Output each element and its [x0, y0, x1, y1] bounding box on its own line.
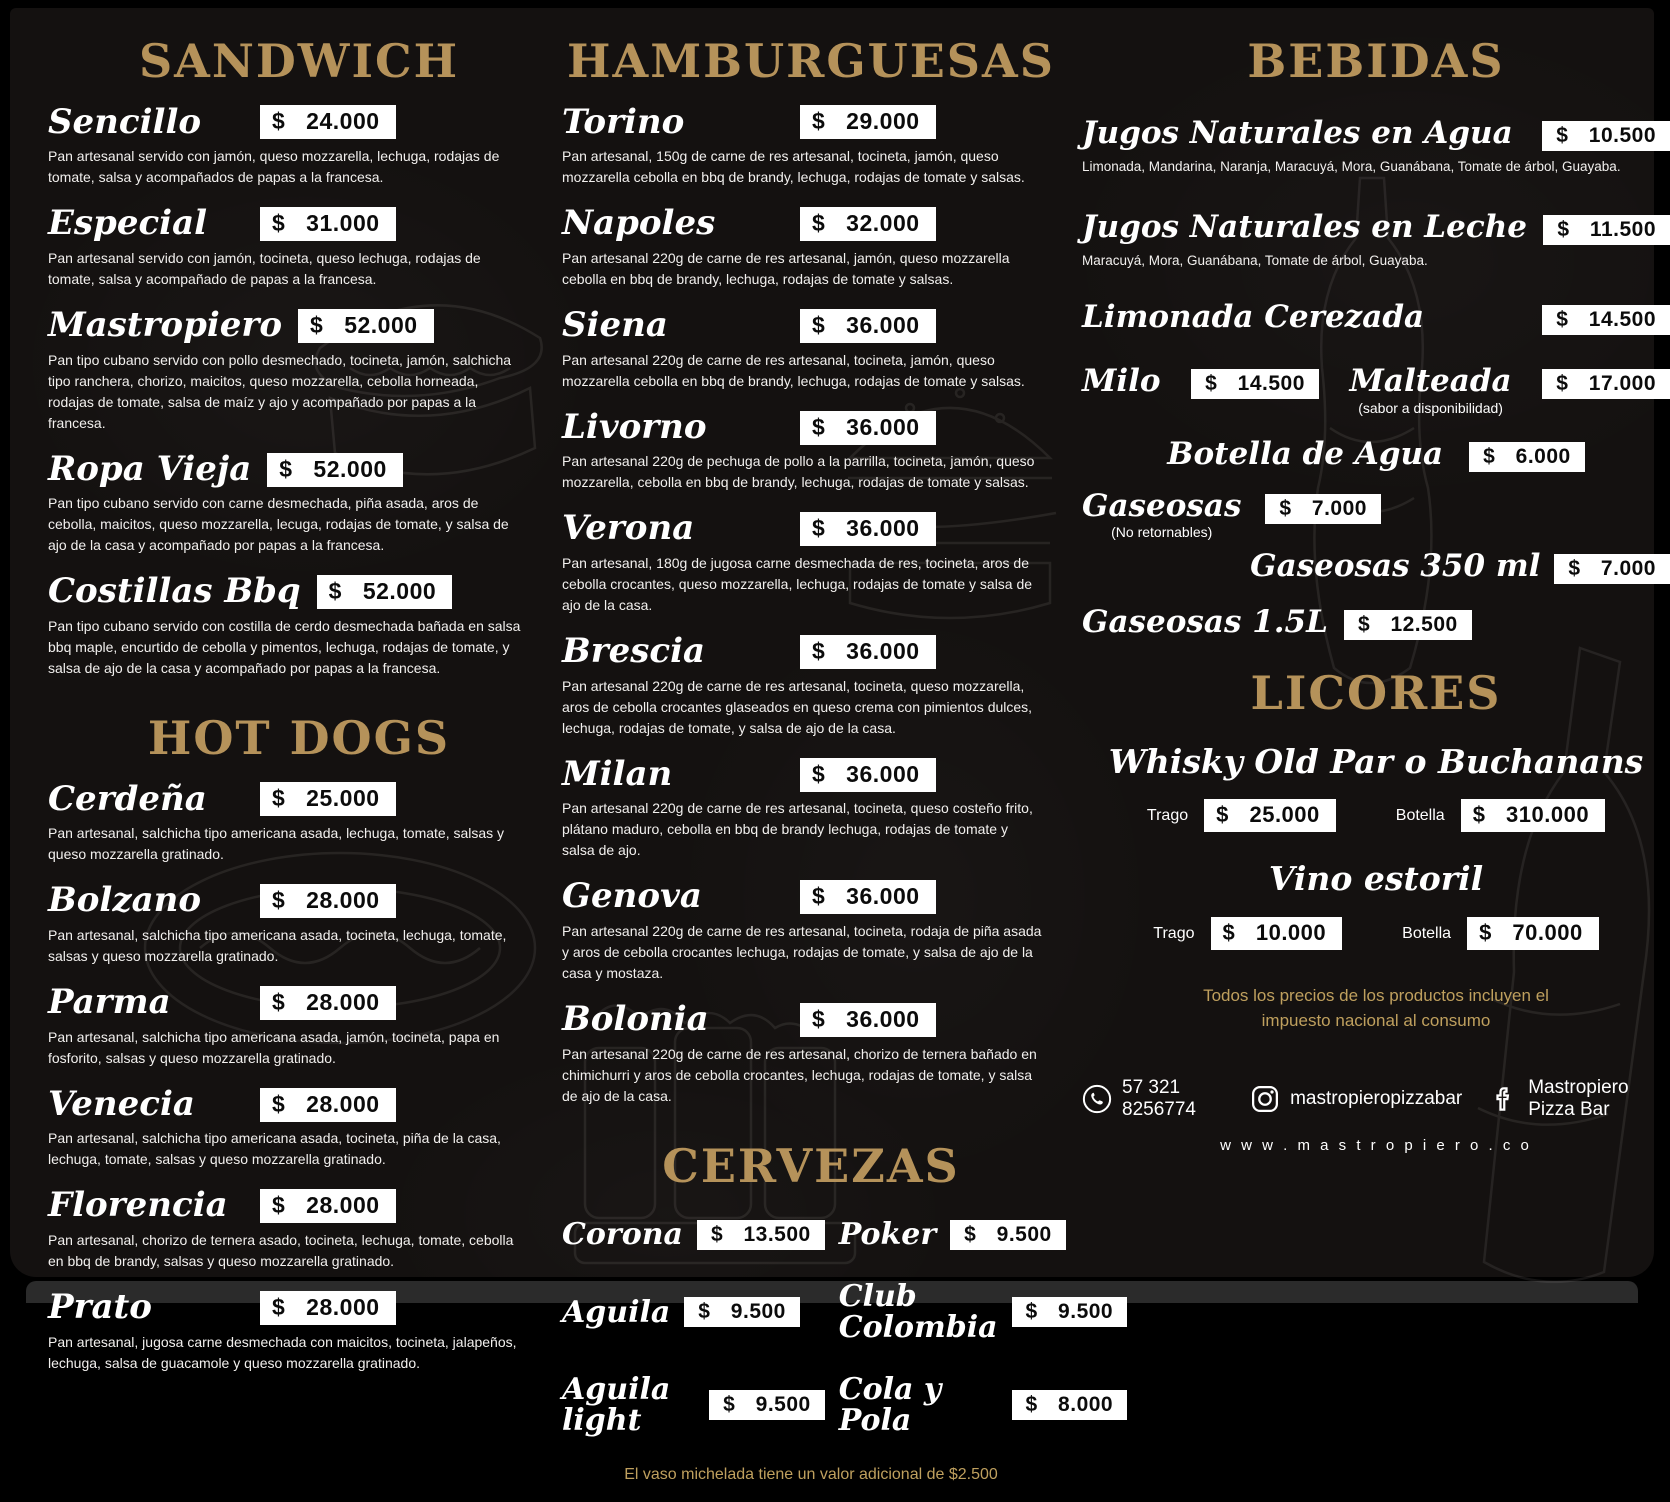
item-name: Torino: [562, 101, 685, 142]
menu-item-bolonia: [562, 999, 1060, 1107]
price-tag: $ 28.000: [260, 1088, 396, 1122]
price-tag: $ 7.000: [1554, 554, 1670, 584]
item-description: Pan artesanal 220g de carne de res artesanal, chorizo de ternera bañado en chimichurri y aros de cebolla crocantes, lechuga, rodajas de tomate, y salsa de ajo de la casa.: [562, 1045, 1037, 1104]
price-tag: $ 14.500: [1542, 305, 1670, 335]
section-title-hamburguesas: HAMBURGUESAS: [567, 34, 1055, 88]
item-name: Cola y Pola: [838, 1371, 942, 1439]
item-description: Pan artesanal 220g de carne de res artesanal, tocineta, jamón, queso mozzarella cebolla en bbq de brandy, lechuga, rodajas de tomate y salsas.: [562, 351, 1025, 389]
column-right: [1082, 36, 1670, 1154]
price-tag-trago: $ 10.000: [1211, 917, 1343, 950]
menu-item-mastropiero: [48, 304, 550, 434]
item-name: Milan: [562, 753, 673, 794]
menu-item-milo-malteada: [1082, 365, 1670, 416]
item-name: Gaseosas: [1082, 487, 1242, 524]
price-tag: $ 36.000: [800, 309, 936, 343]
section-title-sandwich: SANDWICH: [138, 34, 460, 88]
price-tag: $ 36.000: [800, 758, 936, 792]
item-name-malteada: Malteada: [1349, 363, 1512, 400]
item-name: Florencia: [48, 1185, 228, 1226]
menu-item-bolzano: [48, 880, 550, 967]
section-title-licores: LICORES: [1250, 666, 1502, 721]
item-description: Pan artesanal, salchicha tipo americana asada, tocineta, piña de la casa, lechuga, tomate, salsas y queso mozzarella gratinado.: [48, 1130, 501, 1168]
menu-item-costillas-bbq: [48, 571, 550, 679]
section-title-hotdogs: HOT DOGS: [147, 711, 451, 766]
item-description: Pan artesanal, chorizo de ternera asado, tocineta, lechuga, tomate, cebolla en bbq de brandy, salsas y queso mozzarella gratinado.: [48, 1232, 514, 1270]
menu-item-especial: [48, 203, 550, 290]
item-name: Venecia: [48, 1083, 195, 1124]
item-name: Siena: [562, 304, 668, 345]
facebook-icon: [1488, 1084, 1518, 1114]
menu-page: [10, 8, 1656, 1483]
item-name: Limonada Cerezada: [1082, 299, 1425, 336]
price-tag: $ 36.000: [800, 880, 936, 914]
item-description: Pan artesanal 220g de carne de res artesanal, tocineta, rodaja de piña asada y aros de cebolla crocantes lechuga, rodajas de tomate, y salsa de ajo de la casa y mostaza.: [562, 923, 1042, 982]
menu-item-napoles: [562, 203, 1060, 290]
price-tag: $ 36.000: [800, 411, 936, 445]
price-tag: $ 52.000: [267, 453, 403, 487]
item-name: Sencillo: [48, 101, 202, 142]
price-tag: $ 31.000: [260, 207, 396, 241]
menu-item-sencillo: [48, 101, 550, 189]
beer-item-aguila-light: [562, 1371, 825, 1439]
whatsapp-icon: [1082, 1084, 1112, 1114]
item-description: Pan tipo cubano servido con pollo desmechado, tocineta, jamón, salchicha tipo ranchera, chorizo, maicitos, queso mozzarella, cebolla horneada, rodajas de tomate, salsa de maíz y ajo y acompañado por papas a la francesa.: [48, 351, 512, 431]
price-tag: $ 24.000: [260, 105, 396, 139]
tax-note-line2: impuesto nacional al consumo: [1261, 1010, 1491, 1030]
menu-item-torino: [562, 101, 1060, 189]
contact-row: [1082, 1077, 1670, 1121]
price-tag-botella: $ 70.000: [1467, 917, 1599, 950]
item-description: Pan artesanal servido con jamón, queso mozzarella, lechuga, rodajas de tomate, salsa y acompañados de papas a la francesa.: [48, 148, 500, 186]
item-description: Maracuyá, Mora, Guanábana, Tomate de árbol, Guayaba.: [1082, 252, 1428, 268]
item-name: Club Colombia: [838, 1278, 998, 1346]
item-name: Prato: [48, 1287, 152, 1328]
instagram-icon: [1250, 1084, 1280, 1114]
menu-item-milan: [562, 753, 1060, 862]
column-middle: [562, 34, 1114, 1502]
item-name: Aguila: [562, 1294, 671, 1330]
item-name: Cerdeña: [48, 778, 207, 819]
item-name-vino: Vino estoril: [1268, 859, 1484, 899]
item-description: Pan tipo cubano servido con costilla de cerdo desmechada bañada en salsa bbq maple, encurtido de cebolla y pimentos, lechuga, rodajas de tomate, y salsa de ajo de la casa y acompañado por papas a la francesa.: [48, 618, 521, 677]
item-description: Limonada, Mandarina, Naranja, Maracuyá, Mora, Guanábana, Tomate de árbol, Guayaba.: [1082, 158, 1621, 174]
menu-item-siena: [562, 304, 1060, 392]
item-name: Brescia: [562, 631, 706, 672]
menu-item-florencia: [48, 1185, 550, 1272]
item-name: Especial: [48, 203, 208, 244]
item-name: Jugos Naturales en Agua: [1082, 114, 1513, 151]
section-title-bebidas: BEBIDAS: [1247, 34, 1505, 88]
contact-facebook: [1488, 1077, 1670, 1121]
item-name: Genova: [562, 876, 702, 917]
column-left: [48, 36, 550, 1374]
item-name: Parma: [48, 982, 171, 1022]
menu-item-jugos-agua: [1082, 114, 1670, 177]
price-tag-botella: $ 310.000: [1461, 799, 1605, 832]
menu-item-brescia: [562, 631, 1060, 739]
price-tag: $ 36.000: [800, 635, 936, 669]
price-tag: $ 28.000: [260, 986, 396, 1020]
phone-number: 57 321 8256774: [1122, 1077, 1196, 1121]
item-name: Botella de Agua: [1167, 435, 1444, 472]
item-name: Bolonia: [562, 999, 709, 1040]
whisky-prices: [1082, 799, 1670, 832]
item-description: Pan artesanal, salchicha tipo americana asada, jamón, tocineta, papa en fosforito, salsas y queso mozzarella gratinado.: [48, 1028, 500, 1066]
botella-label: Botella: [1402, 924, 1452, 942]
price-tag: $ 8.000: [1012, 1390, 1128, 1420]
item-subtext: (sabor a disponibilidad): [1358, 399, 1503, 416]
item-name: Bolzano: [48, 880, 202, 921]
menu-item-gaseosas-15l: [1082, 606, 1670, 640]
item-description: Pan artesanal, 180g de jugosa carne desmechada de res, tocineta, aros de cebolla crocantes, queso mozzarella, lechuga, rodajas de tomate y salsa de ajo de la casa.: [562, 555, 1033, 614]
menu-item-livorno: [562, 406, 1060, 494]
menu-item-genova: [562, 876, 1060, 984]
price-tag-malteada: $ 17.000: [1542, 369, 1670, 399]
menu-item-prato: [48, 1287, 550, 1374]
menu-item-gaseosas: [1082, 487, 1670, 541]
item-description: Pan artesanal, 150g de carne de res artesanal, tocineta, jamón, queso mozzarella cebolla en bbq de brandy, lechuga, rodajas de tomate y salsas.: [562, 148, 1025, 186]
menu-item-parma: [48, 982, 550, 1069]
item-name: Livorno: [562, 406, 707, 447]
item-description: Pan artesanal 220g de carne de res artesanal, tocineta, queso costeño frito, plátano maduro, cebolla en bbq de brandy lechuga, rodajas de tomate y salsa de ajo.: [562, 800, 1033, 859]
beer-item-aguila: [562, 1281, 825, 1344]
beer-item-corona: [562, 1219, 825, 1251]
item-subtext: (No retornables): [1111, 524, 1213, 541]
trago-label: Trago: [1153, 924, 1195, 942]
contact-phone: [1082, 1077, 1224, 1121]
price-tag: $ 6.000: [1469, 442, 1585, 472]
price-tag: $ 10.500: [1542, 121, 1670, 151]
price-tag: $ 7.000: [1265, 494, 1381, 524]
item-description: Pan artesanal servido con jamón, tocineta, queso lechuga, rodajas de tomate, salsa y acompañado de papas a la francesa.: [48, 249, 481, 287]
menu-item-limonada-cerezada: [1082, 301, 1670, 335]
item-description: Pan artesanal, salchicha tipo americana asada, lechuga, tomate, salsas y queso mozzarella gratinado.: [48, 825, 505, 863]
beer-item-club-colombia: [838, 1278, 1127, 1346]
menu-item-ropa-vieja: [48, 448, 550, 557]
price-tag-milo: $ 14.500: [1191, 369, 1319, 399]
price-tag: $ 13.500: [697, 1220, 825, 1250]
item-name: Ropa Vieja: [48, 448, 252, 489]
price-tag: $ 52.000: [317, 575, 453, 609]
item-name-milo: Milo: [1082, 363, 1161, 400]
price-tag: $ 52.000: [298, 309, 434, 343]
menu-item-verona: [562, 508, 1060, 616]
menu-item-gaseosas-350: [1082, 550, 1670, 584]
menu-item-jugos-leche: [1082, 208, 1670, 271]
item-name: Napoles: [562, 203, 716, 244]
item-name: Gaseosas 1.5L: [1082, 604, 1328, 641]
vino-prices: [1082, 917, 1670, 950]
section-title-cervezas: CERVEZAS: [662, 1138, 960, 1193]
item-description: Pan tipo cubano servido con carne desmechada, piña asada, aros de cebolla, maicitos, queso mozzarella, lecuga, rodajas de tomate, y salsa de ajo de la casa y acompañado por papas a la francesa.: [48, 495, 509, 554]
menu-item-botella-agua: [1082, 435, 1670, 472]
price-tag: $ 32.000: [800, 207, 936, 241]
item-name-whisky: Whisky Old Par o Buchanans: [1108, 741, 1644, 781]
contact-instagram: [1250, 1084, 1462, 1114]
menu-item-cerdena: [48, 778, 550, 866]
price-tag: $ 36.000: [800, 1003, 936, 1037]
instagram-handle: mastropieropizzabar: [1290, 1088, 1463, 1110]
tax-note: [1082, 984, 1670, 1033]
michelada-note: El vaso michelada tiene un valor adicional de $2.500: [624, 1465, 998, 1483]
trago-label: Trago: [1146, 806, 1189, 824]
price-tag-trago: $ 25.000: [1204, 799, 1336, 832]
item-name: Costillas Bbq: [48, 571, 301, 612]
price-tag: $ 11.500: [1543, 215, 1670, 245]
beer-item-poker: [839, 1219, 1127, 1251]
website-url: w w w . m a s t r o p i e r o . c o: [1220, 1137, 1532, 1155]
item-description: Pan artesanal 220g de carne de res artesanal, jamón, queso mozzarella cebolla en bbq de brandy, lechuga, rodajas de tomate y salsas.: [562, 249, 1010, 287]
item-description: Pan artesanal 220g de pechuga de pollo a la parrilla, tocineta, jamón, queso mozzarella, cebolla en bbq de brandy, lechuga, rodajas de tomate y salsas.: [562, 453, 1035, 491]
item-description: Pan artesanal, salchicha tipo americana asada, tocineta, lechuga, tomate, salsas y queso mozzarella gratinado.: [48, 927, 507, 964]
price-tag: $ 28.000: [260, 1291, 396, 1325]
item-description: Pan artesanal, jugosa carne desmechada con maicitos, tocineta, jalapeños, lechuga, salsa de guacamole y queso mozzarella gratinado.: [48, 1333, 517, 1371]
item-name: Gaseosas 350 ml: [1250, 548, 1541, 585]
item-name: Poker: [838, 1217, 937, 1253]
price-tag: $ 28.000: [260, 884, 396, 918]
menu-item-venecia: [48, 1083, 550, 1171]
beer-item-cola-y-pola: [838, 1371, 1127, 1439]
price-tag: $ 9.500: [950, 1220, 1066, 1250]
price-tag: $ 36.000: [800, 512, 936, 546]
item-name: Jugos Naturales en Leche: [1082, 208, 1527, 245]
price-tag: $ 9.500: [709, 1390, 825, 1420]
item-description: Pan artesanal 220g de carne de res artesanal, tocineta, queso mozzarella, aros de cebolla crocantes glaseados en queso crema con pimientos dulces, lechuga, rodajas de tomate, y salsa de ajo de la casa.: [562, 677, 1033, 736]
beer-list: [562, 1217, 1114, 1439]
item-name: Aguila light: [562, 1371, 671, 1439]
price-tag: $ 9.500: [684, 1297, 800, 1327]
price-tag: $ 25.000: [260, 782, 396, 816]
price-tag: $ 9.500: [1012, 1297, 1128, 1327]
botella-label: Botella: [1395, 806, 1445, 824]
facebook-name: Mastropiero Pizza Bar: [1528, 1077, 1629, 1121]
price-tag: $ 28.000: [260, 1189, 396, 1223]
item-name: Corona: [562, 1217, 683, 1253]
price-tag: $ 29.000: [800, 105, 936, 139]
item-name: Verona: [562, 508, 695, 549]
tax-note-line1: Todos los precios de los productos incluyen el: [1203, 986, 1549, 1006]
item-name: Mastropiero: [48, 304, 283, 345]
price-tag: $ 12.500: [1344, 610, 1472, 640]
